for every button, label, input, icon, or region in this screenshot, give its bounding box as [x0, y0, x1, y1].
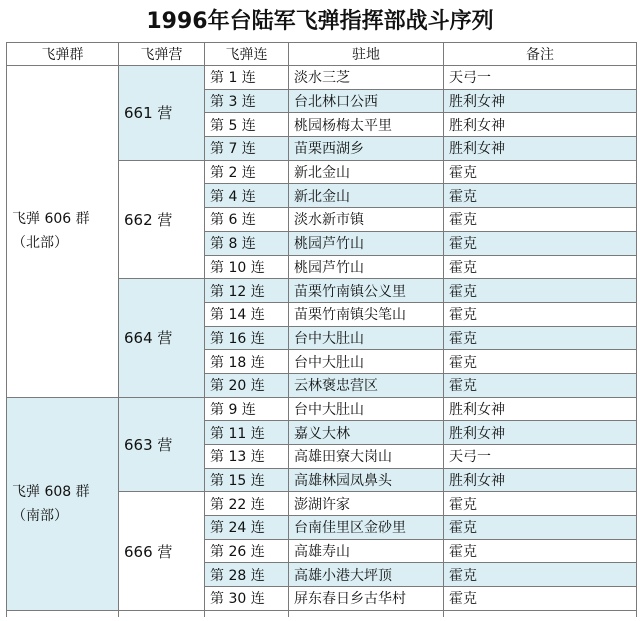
table-row-cutoff	[7, 610, 637, 617]
table-row	[7, 66, 637, 90]
location-cell: 桃园芦竹山	[289, 255, 444, 279]
header-company: 飞弹连	[205, 43, 289, 66]
battalion-cell: 664 营	[119, 279, 205, 397]
note-cell: 霍克	[444, 302, 637, 326]
location-cell: 屏东春日乡古华村	[289, 587, 444, 611]
note-cell: 霍克	[444, 516, 637, 540]
location-cell: 台中大肚山	[289, 326, 444, 350]
note-cell: 霍克	[444, 563, 637, 587]
cutoff-cell	[444, 610, 637, 617]
group-region: （南部）	[12, 507, 68, 524]
location-cell: 淡水三芝	[289, 66, 444, 90]
location-cell: 台中大肚山	[289, 397, 444, 421]
note-cell: 霍克	[444, 208, 637, 232]
header-location: 驻地	[289, 43, 444, 66]
note-cell: 霍克	[444, 255, 637, 279]
battalion-cell: 663 营	[119, 397, 205, 492]
group-name: 飞弹 606 群	[12, 211, 90, 228]
location-cell: 苗栗竹南镇尖笔山	[289, 302, 444, 326]
location-cell: 嘉义大林	[289, 421, 444, 445]
battalion-cell: 661 营	[119, 66, 205, 161]
group-region: （北部）	[12, 235, 68, 252]
location-cell: 新北金山	[289, 160, 444, 184]
order-of-battle-table	[6, 42, 637, 617]
company-cell: 第 22 连	[205, 492, 289, 516]
note-cell: 胜利女神	[444, 137, 637, 161]
note-cell: 胜利女神	[444, 89, 637, 113]
location-cell: 淡水新市镇	[289, 208, 444, 232]
note-cell: 胜利女神	[444, 113, 637, 137]
group-cell	[7, 397, 119, 610]
company-cell: 第 30 连	[205, 587, 289, 611]
note-cell: 霍克	[444, 326, 637, 350]
header-group: 飞弹群	[7, 43, 119, 66]
location-cell: 澎湖许家	[289, 492, 444, 516]
location-cell: 高雄寿山	[289, 539, 444, 563]
company-cell: 第 16 连	[205, 326, 289, 350]
company-cell: 第 28 连	[205, 563, 289, 587]
company-cell: 第 8 连	[205, 231, 289, 255]
location-cell: 苗栗竹南镇公义里	[289, 279, 444, 303]
note-cell: 胜利女神	[444, 468, 637, 492]
note-cell: 霍克	[444, 587, 637, 611]
note-cell: 胜利女神	[444, 397, 637, 421]
location-cell: 高雄林园凤鼻头	[289, 468, 444, 492]
note-cell: 霍克	[444, 160, 637, 184]
group-cell	[7, 66, 119, 398]
note-cell: 霍克	[444, 373, 637, 397]
location-cell: 台北林口公西	[289, 89, 444, 113]
location-cell: 台南佳里区金砂里	[289, 516, 444, 540]
company-cell: 第 10 连	[205, 255, 289, 279]
location-cell: 高雄田寮大岗山	[289, 445, 444, 469]
cutoff-cell	[205, 610, 289, 617]
cutoff-cell	[289, 610, 444, 617]
location-cell: 新北金山	[289, 184, 444, 208]
company-cell: 第 15 连	[205, 468, 289, 492]
company-cell: 第 13 连	[205, 445, 289, 469]
company-cell: 第 11 连	[205, 421, 289, 445]
table-row	[7, 397, 637, 421]
company-cell: 第 18 连	[205, 350, 289, 374]
company-cell: 第 3 连	[205, 89, 289, 113]
company-cell: 第 6 连	[205, 208, 289, 232]
company-cell: 第 24 连	[205, 516, 289, 540]
note-cell: 天弓一	[444, 445, 637, 469]
company-cell: 第 20 连	[205, 373, 289, 397]
company-cell: 第 1 连	[205, 66, 289, 90]
cutoff-cell	[7, 610, 119, 617]
location-cell: 台中大肚山	[289, 350, 444, 374]
note-cell: 霍克	[444, 184, 637, 208]
note-cell: 霍克	[444, 231, 637, 255]
company-cell: 第 7 连	[205, 137, 289, 161]
location-cell: 苗栗西湖乡	[289, 137, 444, 161]
table-body	[7, 66, 637, 617]
company-cell: 第 26 连	[205, 539, 289, 563]
note-cell: 胜利女神	[444, 421, 637, 445]
header-note: 备注	[444, 43, 637, 66]
battalion-cell: 666 营	[119, 492, 205, 610]
company-cell: 第 2 连	[205, 160, 289, 184]
note-cell: 霍克	[444, 279, 637, 303]
location-cell: 桃园杨梅太平里	[289, 113, 444, 137]
note-cell: 霍克	[444, 350, 637, 374]
note-cell: 霍克	[444, 539, 637, 563]
company-cell: 第 9 连	[205, 397, 289, 421]
cutoff-cell	[119, 610, 205, 617]
page-title: 1996年台陆军飞弹指挥部战斗序列	[146, 9, 494, 34]
location-cell: 高雄小港大坪顶	[289, 563, 444, 587]
group-name: 飞弹 608 群	[12, 483, 90, 500]
header-row	[7, 43, 637, 66]
company-cell: 第 4 连	[205, 184, 289, 208]
company-cell: 第 12 连	[205, 279, 289, 303]
company-cell: 第 14 连	[205, 302, 289, 326]
location-cell: 桃园芦竹山	[289, 231, 444, 255]
company-cell: 第 5 连	[205, 113, 289, 137]
note-cell: 天弓一	[444, 66, 637, 90]
battalion-cell: 662 营	[119, 160, 205, 278]
note-cell: 霍克	[444, 492, 637, 516]
location-cell: 云林褒忠营区	[289, 373, 444, 397]
header-battalion: 飞弹营	[119, 43, 205, 66]
